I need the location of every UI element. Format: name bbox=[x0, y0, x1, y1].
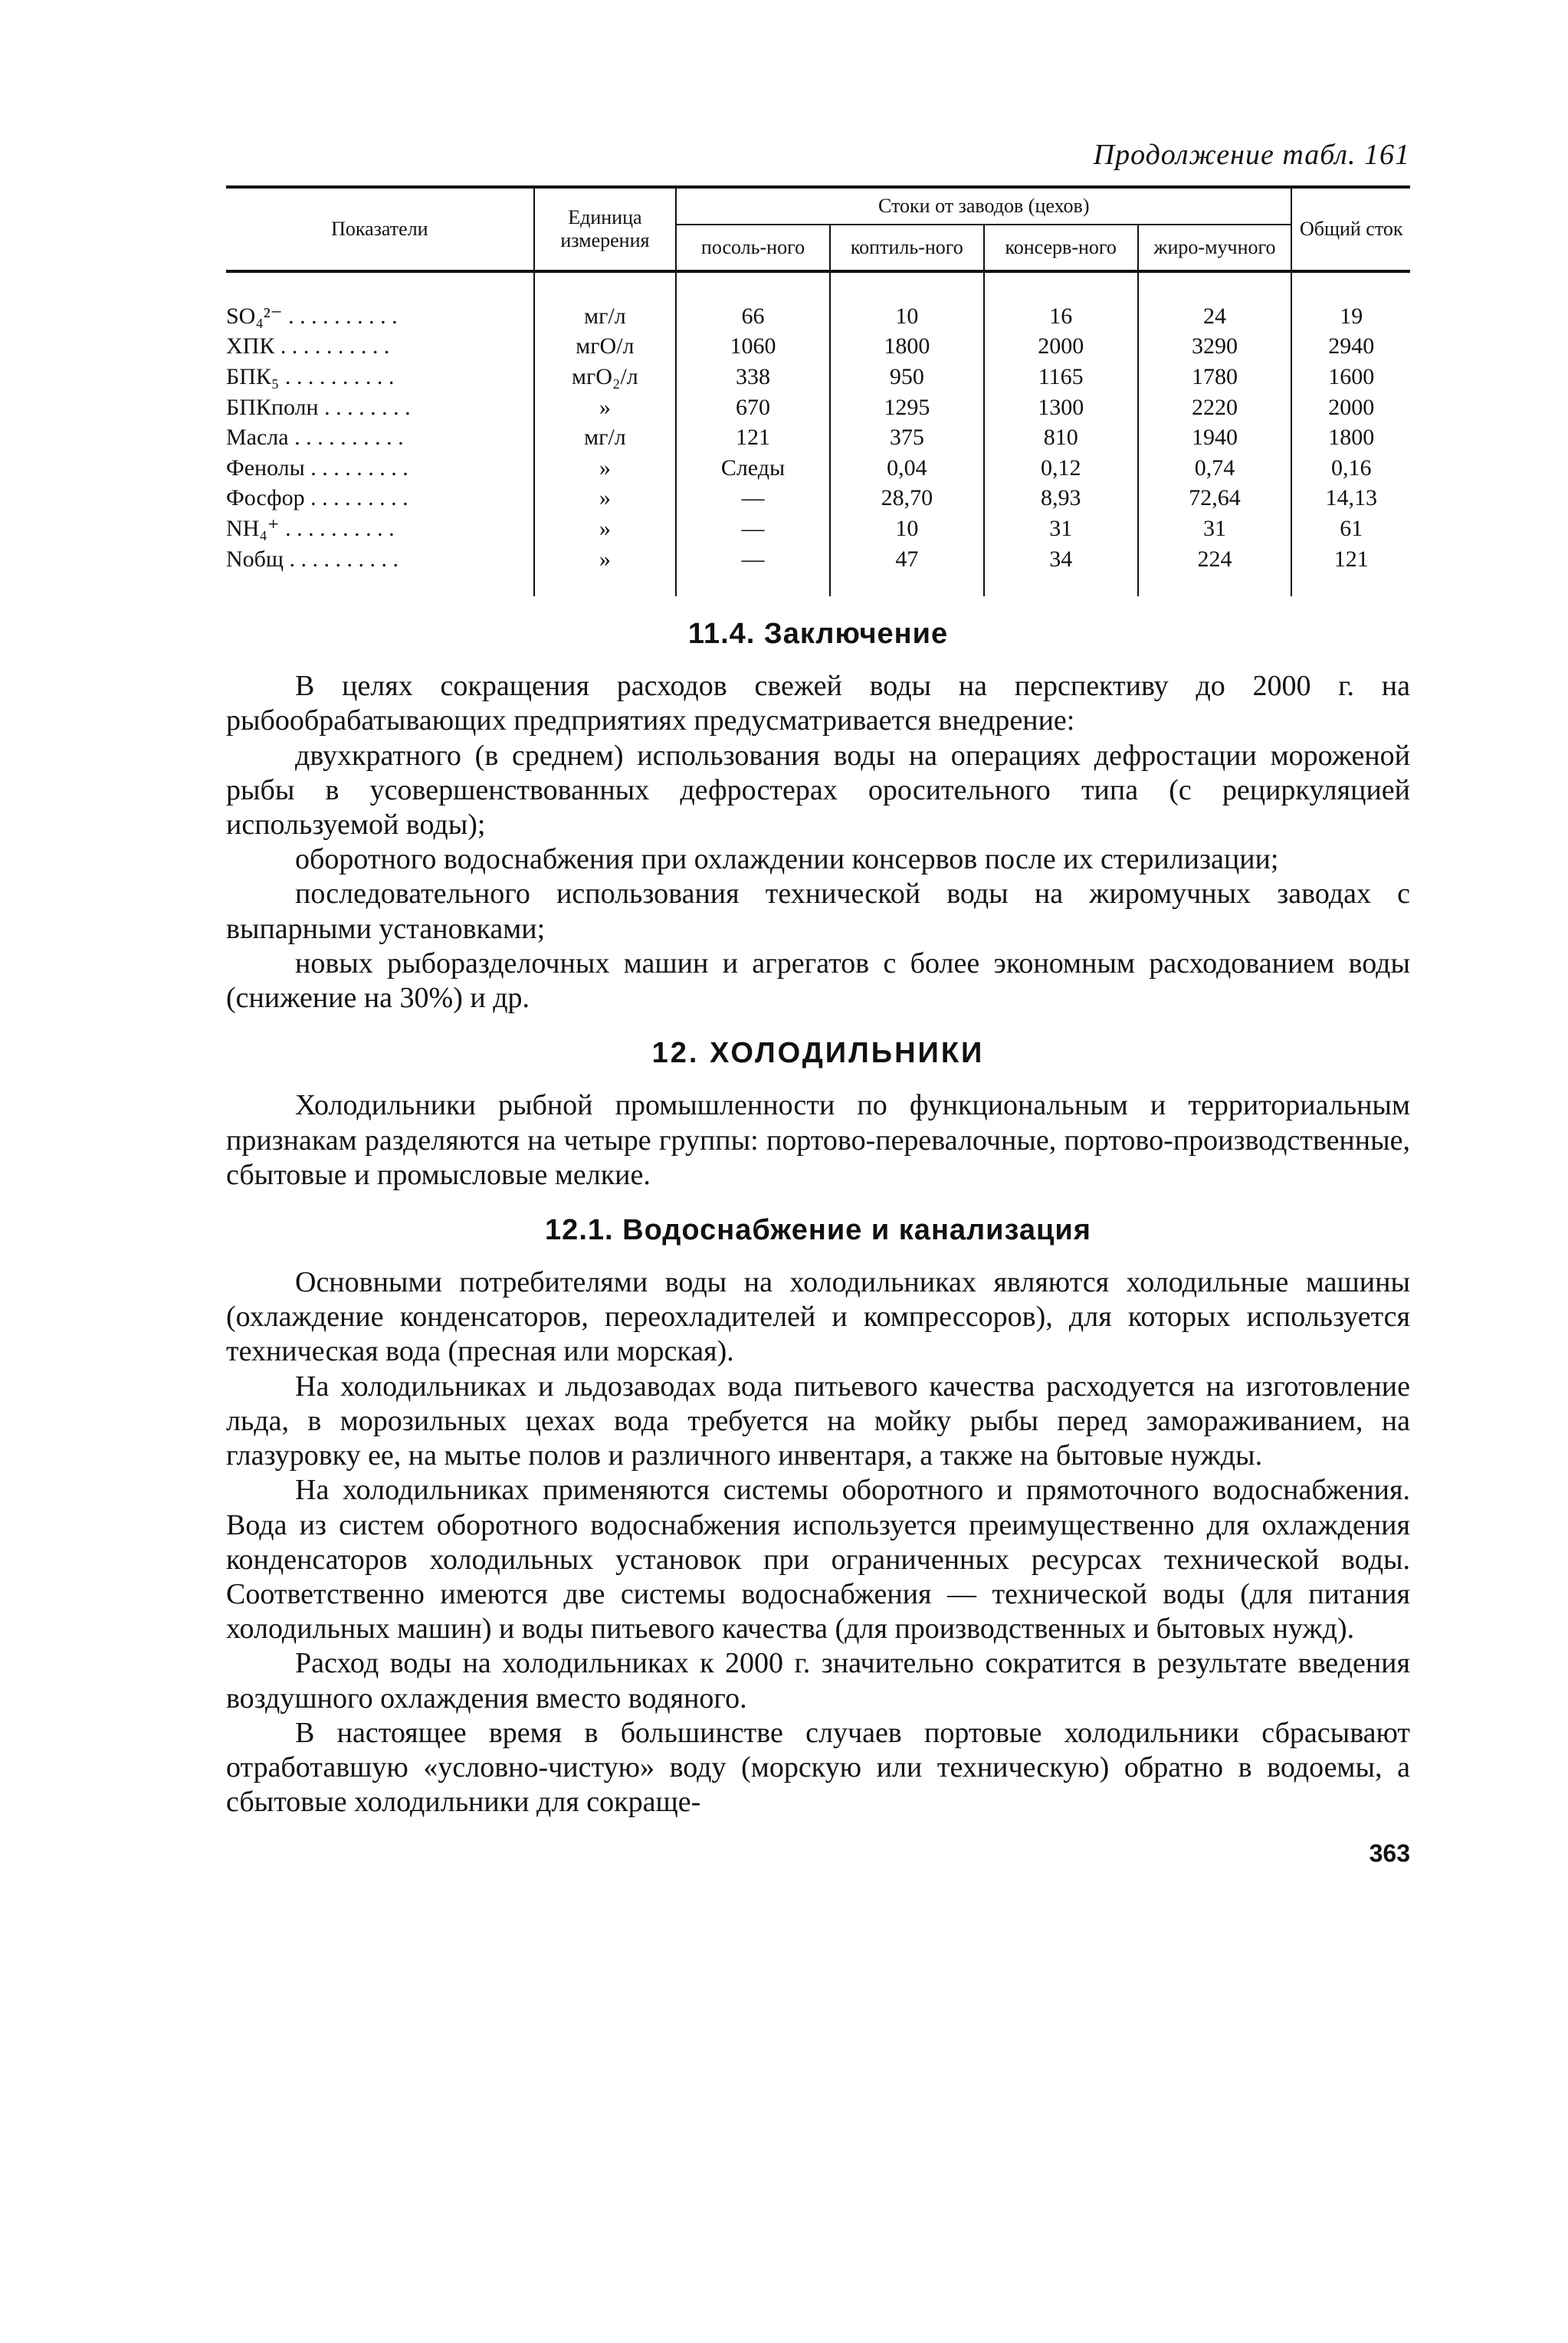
cell-total: 121 bbox=[1291, 544, 1410, 597]
list-item: новых рыборазделочных машин и агрегатов с более экономным расходованием воды (снижение на 30%) и др. bbox=[226, 947, 1410, 1015]
document-page bbox=[226, 138, 1410, 1868]
table-row bbox=[226, 544, 1410, 597]
row-unit: мг/л bbox=[534, 271, 676, 332]
cell-canning: 8,93 bbox=[984, 483, 1138, 514]
cell-canning: 1300 bbox=[984, 392, 1138, 423]
header-canning: консерв-ного bbox=[984, 225, 1138, 271]
header-group-plants: Стоки от заводов (цехов) bbox=[676, 187, 1291, 225]
row-indicator: БПКполн . . . . . . . . bbox=[226, 392, 534, 423]
cell-salting: Следы bbox=[676, 453, 830, 484]
header-indicator: Показатели bbox=[226, 187, 534, 271]
row-unit: мг/л bbox=[534, 422, 676, 453]
row-unit: » bbox=[534, 453, 676, 484]
header-total: Общий сток bbox=[1291, 187, 1410, 271]
row-indicator: Фосфор . . . . . . . . . bbox=[226, 483, 534, 514]
cell-canning: 810 bbox=[984, 422, 1138, 453]
row-unit: мгО₂/л bbox=[534, 362, 676, 392]
cell-smoking: 10 bbox=[830, 514, 984, 544]
paragraph-water-4: Расход воды на холодильниках к 2000 г. значительно сократится в результате введения воздушного охлаждения вместо водяного. bbox=[226, 1647, 1410, 1715]
header-smoking: коптиль-ного bbox=[830, 225, 984, 271]
row-indicator: Фенолы . . . . . . . . . bbox=[226, 453, 534, 484]
cell-fatmeal: 0,74 bbox=[1138, 453, 1292, 484]
cell-smoking: 1800 bbox=[830, 331, 984, 362]
page-number: 363 bbox=[1369, 1839, 1410, 1868]
table-row bbox=[226, 422, 1410, 453]
cell-fatmeal: 24 bbox=[1138, 271, 1292, 332]
row-unit: » bbox=[534, 544, 676, 597]
cell-salting: 1060 bbox=[676, 331, 830, 362]
cell-total: 19 bbox=[1291, 271, 1410, 332]
header-salting: посоль-ного bbox=[676, 225, 830, 271]
cell-smoking: 1295 bbox=[830, 392, 984, 423]
cell-fatmeal: 72,64 bbox=[1138, 483, 1292, 514]
row-indicator: Масла . . . . . . . . . . bbox=[226, 422, 534, 453]
table-row bbox=[226, 514, 1410, 544]
table-row bbox=[226, 331, 1410, 362]
table-row bbox=[226, 392, 1410, 423]
row-unit: мгО/л bbox=[534, 331, 676, 362]
list-item: оборотного водоснабжения при охлаждении консервов после их стерилизации; bbox=[295, 843, 1279, 876]
paragraph-water-3: На холодильниках применяются системы оборотного и прямоточного водоснабжения. Вода из систем оборотного водоснабжения используется преимущественно для охлаждения конденсаторов холодильных установок при ограниченных ресурсах технической воды. Соответственно имеются две системы водоснабжения — технической воды (для питания холодильных машин) и воды питьевого качества (для производственных и бытовых нужд). bbox=[226, 1474, 1410, 1646]
table-continuation-caption: Продолжение табл. 161 bbox=[1093, 139, 1410, 171]
row-unit: » bbox=[534, 392, 676, 423]
cell-canning: 31 bbox=[984, 514, 1138, 544]
table-row bbox=[226, 453, 1410, 484]
conclusion-list bbox=[226, 739, 1410, 1016]
cell-salting: 66 bbox=[676, 271, 830, 332]
row-unit: » bbox=[534, 514, 676, 544]
row-indicator: Nобщ . . . . . . . . . . bbox=[226, 544, 534, 597]
table-row bbox=[226, 271, 1410, 332]
cell-fatmeal: 31 bbox=[1138, 514, 1292, 544]
cell-canning: 16 bbox=[984, 271, 1138, 332]
row-unit: » bbox=[534, 483, 676, 514]
cell-canning: 2000 bbox=[984, 331, 1138, 362]
paragraph-water-5: В настоящее время в большинстве случаев портовые холодильники сбрасывают отработавшую «условно-чистую» воду (морскую или техническую) обратно в водоемы, а сбытовые холодильники для сокраще- bbox=[226, 1716, 1410, 1819]
cell-canning: 1165 bbox=[984, 362, 1138, 392]
cell-total: 0,16 bbox=[1291, 453, 1410, 484]
paragraph-refrigerators: Холодильники рыбной промышленности по функциональным и территориальным признакам разделяются на четыре группы: портово-перевалочные, портово-производственные, сбытовые и промысловые мелкие. bbox=[226, 1089, 1410, 1191]
cell-canning: 0,12 bbox=[984, 453, 1138, 484]
paragraph-water-1: Основными потребителями воды на холодильниках являются холодильные машины (охлаждение конденсаторов, переохладителей и компрессоров), для которых используется техническая вода (пресная или морская). bbox=[226, 1265, 1410, 1368]
cell-smoking: 28,70 bbox=[830, 483, 984, 514]
cell-fatmeal: 2220 bbox=[1138, 392, 1292, 423]
table-row bbox=[226, 362, 1410, 392]
list-item: последовательного использования технической воды на жиромучных заводах с выпарными установками; bbox=[226, 878, 1410, 945]
cell-total: 14,13 bbox=[1291, 483, 1410, 514]
cell-smoking: 10 bbox=[830, 271, 984, 332]
cell-smoking: 375 bbox=[830, 422, 984, 453]
cell-salting: 121 bbox=[676, 422, 830, 453]
cell-salting: 670 bbox=[676, 392, 830, 423]
paragraph-conclusion-intro: В целях сокращения расходов свежей воды на перспективу до 2000 г. на рыбообрабатывающих предприятиях предусматривается внедрение: bbox=[226, 670, 1410, 737]
cell-fatmeal: 3290 bbox=[1138, 331, 1292, 362]
cell-fatmeal: 1780 bbox=[1138, 362, 1292, 392]
cell-salting: — bbox=[676, 514, 830, 544]
cell-smoking: 47 bbox=[830, 544, 984, 597]
row-indicator: NH₄⁺ . . . . . . . . . . bbox=[226, 514, 534, 544]
section-heading-water-supply: 12.1. Водоснабжение и канализация bbox=[545, 1213, 1091, 1246]
row-indicator: БПК₅ . . . . . . . . . . bbox=[226, 362, 534, 392]
cell-total: 61 bbox=[1291, 514, 1410, 544]
cell-smoking: 950 bbox=[830, 362, 984, 392]
cell-total: 1800 bbox=[1291, 422, 1410, 453]
cell-salting: — bbox=[676, 483, 830, 514]
cell-fatmeal: 224 bbox=[1138, 544, 1292, 597]
cell-total: 2000 bbox=[1291, 392, 1410, 423]
cell-total: 1600 bbox=[1291, 362, 1410, 392]
row-indicator: SO₄²⁻ . . . . . . . . . . bbox=[226, 271, 534, 332]
paragraph-water-2: На холодильниках и льдозаводах вода питьевого качества расходуется на изготовление льда, в морозильных цехах вода требуется на мойку рыбы перед замораживанием, на глазуровку ее, на мытье полов и различного инвентаря, а также на бытовые нужды. bbox=[226, 1370, 1410, 1472]
header-unit: Единица измерения bbox=[534, 187, 676, 271]
section-heading-refrigerators: 12. ХОЛОДИЛЬНИКИ bbox=[651, 1037, 985, 1070]
cell-salting: 338 bbox=[676, 362, 830, 392]
wastewater-table bbox=[226, 185, 1410, 596]
table-row bbox=[226, 483, 1410, 514]
header-fatmeal: жиро-мучного bbox=[1138, 225, 1292, 271]
list-item: двухкратного (в среднем) использования воды на операциях дефростации мороженой рыбы в усовершенствованных дефростерах оросительного типа (с рециркуляцией используемой воды); bbox=[226, 739, 1410, 841]
cell-fatmeal: 1940 bbox=[1138, 422, 1292, 453]
cell-canning: 34 bbox=[984, 544, 1138, 597]
cell-smoking: 0,04 bbox=[830, 453, 984, 484]
row-indicator: ХПК . . . . . . . . . . bbox=[226, 331, 534, 362]
cell-salting: — bbox=[676, 544, 830, 597]
cell-total: 2940 bbox=[1291, 331, 1410, 362]
section-heading-conclusion: 11.4. Заключение bbox=[687, 618, 949, 651]
